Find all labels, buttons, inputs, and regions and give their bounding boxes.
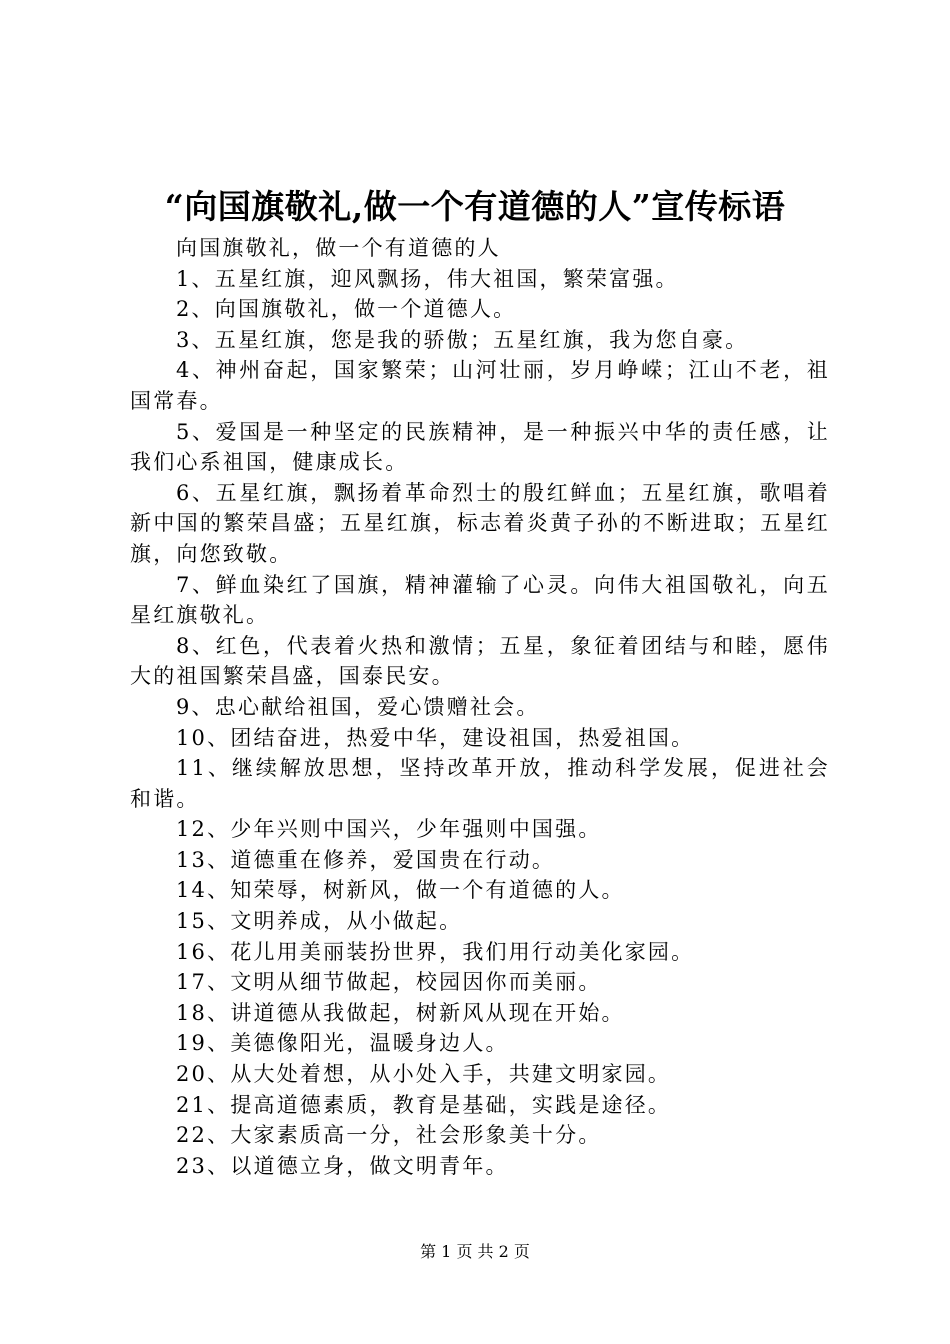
slogan-item: 23、以道德立身，做文明青年。 (176, 1153, 509, 1178)
slogan-item: 11、继续解放思想，坚持改革开放，推动科学发展，促进社会和谐。 (130, 756, 830, 811)
slogan-item: 5、爱国是一种坚定的民族精神，是一种振兴中华的责任感，让我们心系祖国，健康成长。 (130, 419, 830, 475)
slogan-item: 6、五星红旗，飘扬着革命烈士的殷红鲜血；五星红旗，歌唱着新中国的繁荣昌盛；五星红旗，标志着炎黄子孙的不断进取；五星红旗，向您致敬。 (130, 480, 830, 566)
slogan-item: 3、五星红旗，您是我的骄傲；五星红旗，我为您自豪。 (176, 327, 749, 352)
slogan-item: 12、少年兴则中国兴，少年强则中国强。 (176, 817, 602, 842)
slogan-item: 20、从大处着想，从小处入手，共建文明家园。 (176, 1062, 672, 1087)
slogan-item: 17、文明从细节做起，校园因你而美丽。 (176, 970, 602, 995)
document-body (130, 233, 830, 1181)
slogan-item: 14、知荣辱，树新风，做一个有道德的人。 (176, 878, 625, 903)
slogan-item: 19、美德像阳光，温暖身边人。 (176, 1031, 509, 1056)
slogan-item: 22、大家素质高一分，社会形象美十分。 (176, 1123, 602, 1148)
slogan-item: 1、五星红旗，迎风飘扬，伟大祖国，繁荣富强。 (176, 266, 679, 291)
document-title: “向国旗敬礼,做一个有道德的人”宣传标语 (164, 187, 786, 226)
slogan-item: 16、花儿用美丽装扮世界，我们用行动美化家园。 (176, 939, 695, 964)
slogan-item: 13、道德重在修养，爱国贵在行动。 (176, 847, 556, 872)
slogan-item: 7、鲜血染红了国旗，精神灌输了心灵。向伟大祖国敬礼，向五星红旗敬礼。 (130, 572, 830, 628)
intro-line: 向国旗敬礼，做一个有道德的人 (176, 236, 501, 260)
slogan-item: 15、文明养成，从小做起。 (176, 909, 463, 934)
slogan-item: 21、提高道德素质，教育是基础，实践是途径。 (176, 1092, 672, 1117)
page-number-footer: 第 1 页 共 2 页 (420, 1242, 530, 1261)
slogan-item: 8、红色，代表着火热和激情；五星，象征着团结与和睦，愿伟大的祖国繁荣昌盛，国泰民安。 (130, 633, 830, 689)
slogan-item: 9、忠心献给祖国，爱心馈赠社会。 (176, 694, 540, 719)
slogan-item: 4、神州奋起，国家繁荣；山河壮丽，岁月峥嵘；江山不老，祖国常春。 (130, 358, 830, 413)
slogan-item: 2、向国旗敬礼，做一个道德人。 (176, 297, 517, 322)
slogan-item: 10、团结奋进，热爱中华，建设祖国，热爱祖国。 (176, 725, 695, 750)
slogan-item: 18、讲道德从我做起，树新风从现在开始。 (176, 1000, 625, 1025)
